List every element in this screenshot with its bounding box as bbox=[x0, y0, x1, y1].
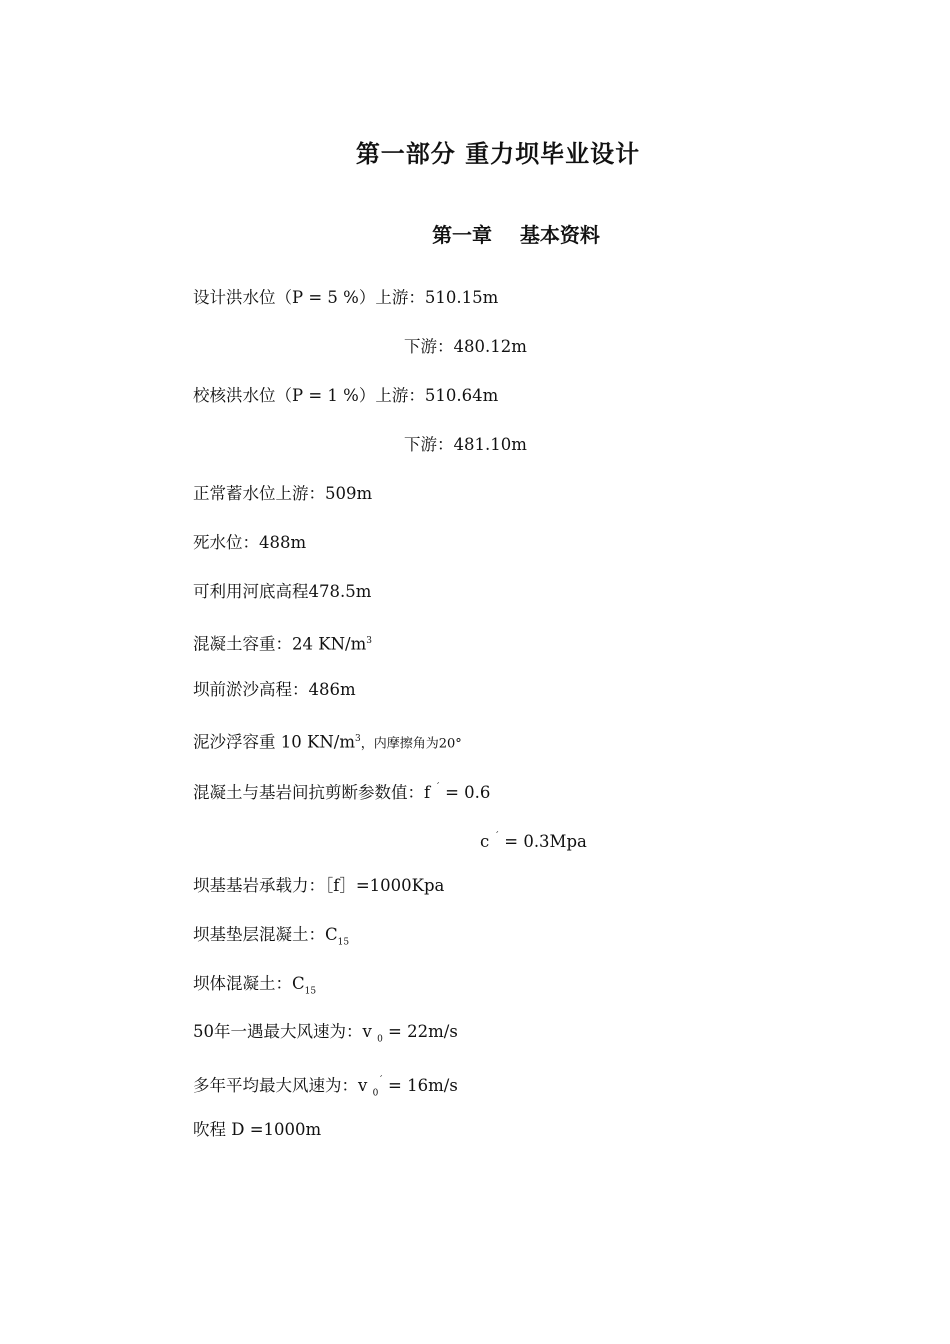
wind-50yr-symbol: v bbox=[362, 1022, 378, 1041]
wind-average-prime: ˊ bbox=[378, 1076, 383, 1086]
riverbed-line bbox=[193, 582, 371, 602]
concrete-weight-exponent: 3 bbox=[366, 636, 372, 646]
cushion-concrete-subscript: 15 bbox=[337, 937, 350, 948]
shear-c-symbol: c bbox=[480, 832, 495, 851]
part-title: 第一部分 重力坝毕业设计 bbox=[355, 140, 641, 168]
concrete-weight-line bbox=[193, 631, 372, 655]
shear-label: 混凝土与基岩间抗剪断参数值： bbox=[193, 783, 424, 802]
silt-weight-label: 泥沙浮容重 bbox=[193, 732, 281, 752]
design-flood-downstream-line bbox=[404, 337, 527, 357]
design-flood-downstream-value: 480.12m bbox=[453, 337, 527, 356]
wind-average-symbol: v bbox=[358, 1076, 373, 1095]
wind-average-subscript: 0 bbox=[372, 1088, 379, 1099]
silt-friction-note: ，内摩擦角为20° bbox=[360, 736, 462, 752]
normal-level-line bbox=[193, 484, 372, 504]
silt-weight-value: 10 KN/m bbox=[280, 732, 355, 752]
check-flood-downstream-label: 下游： bbox=[404, 435, 454, 454]
shear-f-value: = 0.6 bbox=[439, 783, 491, 802]
check-flood-label: 校核洪水位（P = 1 %）上游： bbox=[193, 386, 425, 405]
shear-f-symbol: f bbox=[424, 783, 436, 802]
design-flood-label: 设计洪水位（P = 5 %）上游： bbox=[193, 288, 425, 307]
wind-50yr-label: 50年一遇最大风速为： bbox=[193, 1022, 363, 1041]
dead-level-line bbox=[193, 533, 306, 553]
bearing-value: ［f］=1000Kpa bbox=[325, 876, 445, 895]
design-flood-upstream-value: 510.15m bbox=[424, 288, 499, 307]
body-concrete-label: 坝体混凝土： bbox=[193, 974, 292, 993]
shear-f-line bbox=[193, 778, 490, 803]
shear-c-line bbox=[480, 827, 587, 852]
fetch-line bbox=[193, 1120, 321, 1140]
wind-average-value: = 16m/s bbox=[382, 1076, 458, 1095]
cushion-concrete-line bbox=[193, 925, 349, 952]
chapter-title: 第一章 基本资料 bbox=[432, 223, 600, 247]
dead-level-label: 死水位： bbox=[193, 533, 259, 552]
wind-50yr-subscript: 0 bbox=[377, 1034, 383, 1045]
riverbed-label: 可利用河底高程 bbox=[193, 582, 309, 601]
wind-average-line bbox=[193, 1071, 458, 1103]
body-concrete-value: C bbox=[292, 974, 305, 993]
silt-level-value: 486m bbox=[308, 680, 356, 699]
fetch-label: 吹程 bbox=[193, 1120, 232, 1139]
wind-50yr-value: = 22m/s bbox=[382, 1022, 458, 1041]
bearing-line bbox=[193, 876, 444, 896]
cushion-concrete-label: 坝基垫层混凝土： bbox=[193, 925, 325, 944]
fetch-value: D =1000m bbox=[231, 1120, 322, 1139]
check-flood-downstream-value: 481.10m bbox=[453, 435, 527, 454]
normal-level-label: 正常蓄水位上游： bbox=[193, 484, 325, 503]
silt-weight-line bbox=[193, 729, 462, 755]
concrete-weight-value: 24 KN/m bbox=[292, 634, 367, 654]
body-concrete-subscript: 15 bbox=[304, 986, 317, 997]
shear-c-prime: ˊ bbox=[494, 832, 499, 842]
check-flood-upstream-line bbox=[193, 386, 498, 406]
body-concrete-line bbox=[193, 974, 316, 1001]
dead-level-value: 488m bbox=[259, 533, 307, 552]
check-flood-upstream-value: 510.64m bbox=[424, 386, 499, 405]
normal-level-value: 509m bbox=[325, 484, 373, 503]
silt-level-line bbox=[193, 680, 356, 700]
design-flood-upstream-line bbox=[193, 288, 498, 308]
wind-average-label: 多年平均最大风速为： bbox=[193, 1076, 358, 1095]
riverbed-value: 478.5m bbox=[308, 582, 372, 601]
design-flood-downstream-label: 下游： bbox=[404, 337, 454, 356]
concrete-weight-label: 混凝土容重： bbox=[193, 634, 292, 654]
silt-level-label: 坝前淤沙高程： bbox=[193, 680, 309, 699]
bearing-label: 坝基基岩承载力： bbox=[193, 876, 325, 895]
check-flood-downstream-line bbox=[404, 435, 527, 455]
shear-f-prime: ˊ bbox=[435, 783, 440, 793]
silt-weight-exponent: 3 bbox=[354, 734, 361, 744]
wind-50yr-line bbox=[193, 1022, 458, 1049]
shear-c-value: = 0.3Mpa bbox=[499, 832, 587, 851]
cushion-concrete-value: C bbox=[325, 925, 338, 944]
